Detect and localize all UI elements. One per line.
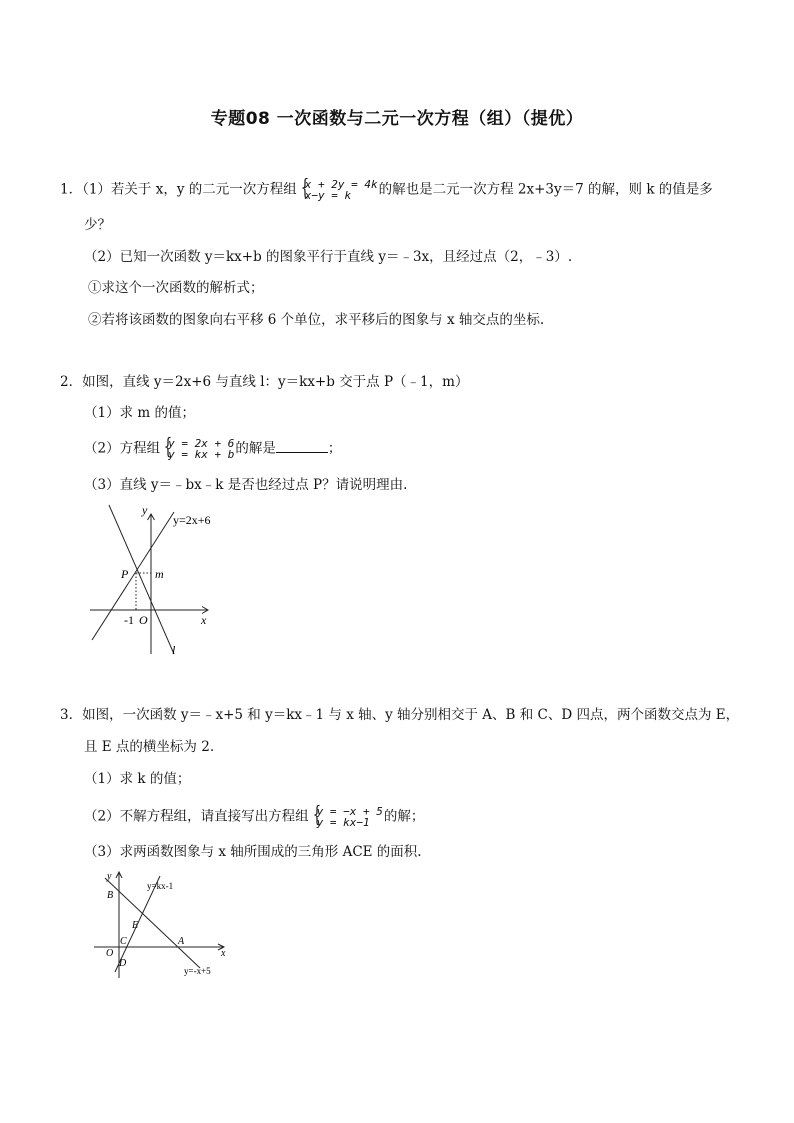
q1-text-post: 的解也是二元一次方程 2x+3y＝7 的解，则 k 的值是多 [378, 181, 713, 198]
label-point-a: A [178, 936, 185, 947]
label-kx-minus-1: y=kx-1 [147, 881, 174, 891]
q1-equation-system: { x + 2y = 4k x−y = k [300, 176, 378, 202]
q1-system-row-1: x + 2y = 4k [304, 178, 378, 191]
q2-part-2-end: ； [327, 440, 342, 457]
q3-part-1: （1）求 k 的值； [84, 771, 191, 787]
label-y-axis: y [107, 871, 112, 882]
q3-figure [92, 868, 242, 980]
label-line-2x6: y=2x+6 [173, 513, 211, 527]
label-point-p: P [121, 567, 129, 581]
label-point-d: D [119, 958, 127, 969]
q1-part-2-sub-1: ①求这个一次函数的解析式； [88, 280, 264, 296]
label-x-axis: x [201, 613, 207, 627]
label-y-axis: y [142, 503, 148, 517]
q3-line-1: 3．如图，一次函数 y＝﹣x+5 和 y＝kx﹣1 与 x 轴、y 轴分别相交于 A、B 和 C、D 四点，两个函数交点为 E， [60, 707, 740, 723]
label-neg-x-plus-5: y=-x+5 [184, 966, 211, 976]
label-origin: O [139, 613, 148, 627]
q2-line-1: 2．如图，直线 y＝2x+6 与直线 l：y＝kx+b 交于点 P（﹣1，m） [60, 374, 469, 390]
q3-line-2: 且 E 点的横坐标为 2. [84, 739, 215, 755]
label-m: m [155, 567, 164, 581]
q2-part-2-pre: （2）方程组 [84, 440, 161, 457]
q1-line-2: 少？ [84, 217, 111, 233]
q3-equation-system: { y = −x + 5 y = kx−1 [312, 803, 383, 829]
q2-figure [82, 502, 232, 662]
answer-blank[interactable] [276, 440, 328, 453]
q2-part-2-post: 的解是 [235, 440, 276, 457]
q1-part-2: （2）已知一次函数 y＝kx+b 的图象平行于直线 y＝﹣3x，且经过点（2，﹣3）. [84, 249, 573, 265]
label-point-e: E [132, 920, 139, 931]
label-neg-1: -1 [124, 613, 134, 627]
q2-part-3: （3）直线 y＝﹣bx﹣k 是否也经过点 P？请说明理由. [84, 477, 408, 493]
q3-part-2-pre: （2）不解方程组，请直接写出方程组 [84, 808, 309, 825]
q1-system-row-2: x−y = k [304, 189, 352, 202]
q2-system-row-1: y = 2x + 6 [168, 437, 235, 450]
q3-part-2 [84, 803, 425, 829]
label-x-axis: x [221, 948, 226, 959]
label-line-l: l [172, 643, 176, 657]
q2-equation-system: { y = 2x + 6 y = kx + b [163, 435, 235, 461]
q2-part-1: （1）求 m 的值； [84, 405, 195, 421]
q3-part-3: （3）求两函数图象与 x 轴所围成的三角形 ACE 的面积. [84, 844, 422, 860]
q3-system-row-1: y = −x + 5 [316, 805, 383, 818]
page-title: 专题08 一次函数与二元一次方程（组）（提优） [210, 109, 584, 129]
q3-part-2-post: 的解； [383, 808, 425, 825]
q1-part-2-sub-2: ②若将该函数的图象向右平移 6 个单位，求平移后的图象与 x 轴交点的坐标. [88, 312, 545, 328]
label-point-c: C [120, 936, 127, 947]
q1-line-1 [60, 176, 713, 202]
q2-part-2 [84, 435, 342, 461]
q3-system-row-2: y = kx−1 [316, 816, 370, 829]
q2-system-row-2: y = kx + b [168, 448, 235, 461]
label-origin: O [106, 948, 114, 959]
q1-text-pre: 1．（1）若关于 x，y 的二元一次方程组 [60, 181, 297, 198]
label-point-b: B [107, 890, 114, 901]
